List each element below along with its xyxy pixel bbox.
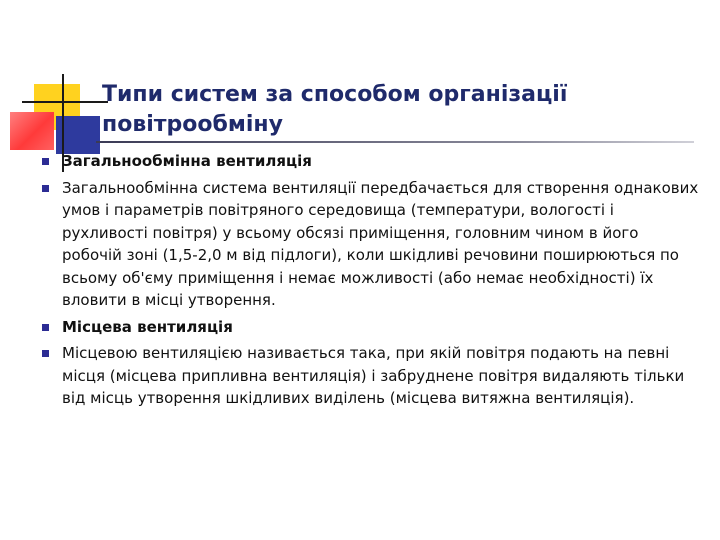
bullet-list: [42, 150, 702, 414]
list-item-text: Загальнообмінна вентиляція: [62, 152, 312, 170]
list-item-local-ventilation-description: [42, 342, 702, 410]
decorative-red-square: [10, 112, 54, 150]
list-item-general-ventilation-description: [42, 177, 702, 312]
list-item-text: Місцева вентиляція: [62, 317, 233, 336]
square-bullet-icon: [42, 185, 49, 192]
title-underline: [96, 141, 694, 143]
list-item-local-ventilation-heading: [42, 316, 702, 339]
list-item-general-ventilation-heading: [42, 150, 702, 173]
square-bullet-icon: [42, 350, 49, 357]
square-bullet-icon: [42, 324, 49, 331]
list-item-text: Загальнообмінна система вентиляції передбачається для створення однакових умов і параметрів повітряного середовища (температури, вологості і рухливості повітря) у всьому обсязі приміщення, головним чином в його робочій зоні (1,5-2,0 м від підлоги), коли шкідливі речовини поширюються по всьому об'єму приміщення і немає можливості (або немає необхідності) їх вловити в місці утворення.: [62, 178, 699, 309]
decorative-horizontal-line: [22, 101, 108, 103]
list-item-text: Місцевою вентиляцією називається така, при якій повітря подають на певні місця (місцева припливна вентиляція) і забруднене повітря видаляють тільки від місць утворення шкідливих виділень (місцева витяжна вентиляція).: [62, 344, 685, 407]
square-bullet-icon: [42, 158, 49, 165]
slide-title: Типи систем за способом організації повітрообміну: [102, 82, 568, 137]
